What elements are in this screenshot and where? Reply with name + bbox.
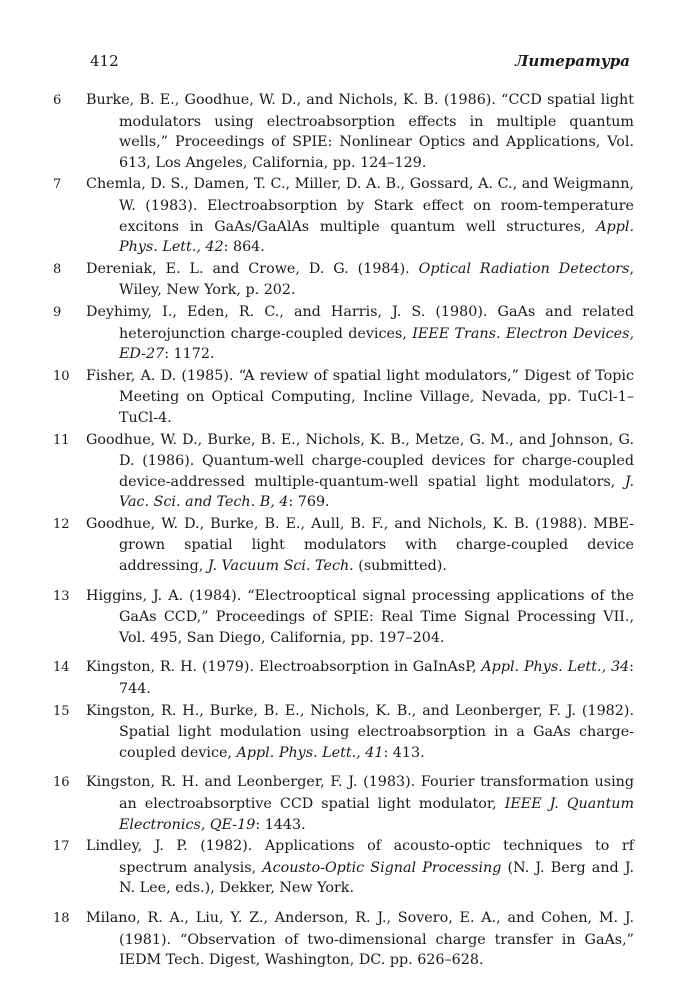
reference-item: 11 Goodhue, W. D., Burke, B. E., Nichols, K. B., Metze, G. M., and Johnson, G. D. (1986). Quantum-well charge-coupled devices for charge-coupled device-addressed multiple-quantum-well spatial light modulators, J. Vac. Sci. and Tech. B, 4: 769. <box>53 431 634 511</box>
reference-item: 12 Goodhue, W. D., Burke, B. E., Aull, B. F., and Nichols, K. B. (1988). MBE-grown spatial light modulators with charge-coupled device addressing, J. Vacuum Sci. Tech. (submitted). <box>53 515 634 575</box>
reference-text: Deyhimy, I., Eden, R. C., and Harris, J. S. (1980). GaAs and related heterojunction charge-coupled devices, <box>86 303 634 342</box>
running-head: Литература <box>515 52 630 70</box>
reference-item: 15 Kingston, R. H., Burke, B. E., Nichols, K. B., and Leonberger, F. J. (1982). Spatial light modulation using electroabsorption in a GaAs charge-coupled device, Appl. Phys. Lett., 41: 413. <box>53 702 634 761</box>
reference-tail: : 1172. <box>164 346 215 363</box>
reference-source: IEEE J. Quantum Electronics, QE-19 <box>119 796 634 833</box>
reference-source: IEEE Trans. Electron Devices, ED-27 <box>119 325 635 363</box>
reference-item: 9 Deyhimy, I., Eden, R. C., and Harris, J. S. (1980). GaAs and related heterojunction charge-coupled devices, IEEE Trans. Electron Devices, ED-27: 1172. <box>53 303 635 363</box>
reference-text: Milano, R. A., Liu, Y. Z., Anderson, R. J., Sovero, E. A., and Cohen, M. J. (1981). “Observation of two-dimensional charge transfer in GaAs,” IEDM Tech. Digest, Washington, DC. pp. 626–628. <box>86 909 634 969</box>
reference-text: Fisher, A. D. (1985). “A review of spatial light modulators,” Digest of Topic Meeting on Optical Computing, Incline Village, Nevada, pp. TuCl-1–TuCl-4. <box>86 367 634 426</box>
reference-tail: : 769. <box>288 494 330 511</box>
reference-text: Dereniak, E. L. and Crowe, D. G. (1984). <box>86 260 419 277</box>
reference-tail: : 864. <box>223 239 265 256</box>
reference-text: Burke, B. E., Goodhue, W. D., and Nichols, K. B. (1986). “CCD spatial light modulators using electroabsorption effects in multiple quantum wells,” Proceedings of SPIE: Nonlinear Optics and Applications, Vol. 613, Los Angeles, California, pp. 124–129. <box>86 92 634 171</box>
reference-source: J. Vacuum Sci. Tech. <box>207 558 354 575</box>
reference-text: Lindley, J. P. (1982). Applications of acousto-optic techniques to rf spectrum analysis, <box>86 838 634 876</box>
reference-item: 18 Milano, R. A., Liu, Y. Z., Anderson, R. J., Sovero, E. A., and Cohen, M. J. (1981). “Observation of two-dimensional charge transfer in GaAs,” IEDM Tech. Digest, Washington, DC. pp. 626–628. <box>53 909 634 969</box>
reference-text: Chemla, D. S., Damen, T. C., Miller, D. A. B., Gossard, A. C., and Weigmann, W. (1983). Electroabsorption by Stark effect on room-temperature excitons in GaAs/GaAlAs multiple quantum well structures, <box>86 176 634 235</box>
reference-tail: , Wiley, New York, p. 202. <box>119 260 634 299</box>
reference-source: Appl. Phys. Lett., 42 <box>119 218 634 256</box>
page-header <box>90 52 630 74</box>
reference-item: 7 Chemla, D. S., Damen, T. C., Miller, D. A. B., Gossard, A. C., and Weigmann, W. (1983). Electroabsorption by Stark effect on room-temperature excitons in GaAs/GaAlAs multiple quantum well structures, Appl. Phys. Lett., 42: 864. <box>53 176 634 256</box>
reference-source: Optical Radiation Detectors <box>418 260 630 277</box>
reference-item: 13 Higgins, J. A. (1984). “Electrooptical signal processing applications of the GaAs CCD,” Proceedings of SPIE: Real Time Signal Processing VII., Vol. 495, San Diego, California, pp. 197–204. <box>53 587 634 646</box>
reference-text: Kingston, R. H. and Leonberger, F. J. (1983). Fourier transformation using an electroabsorptive CCD spatial light modulator, <box>86 774 634 812</box>
reference-item: 8 Dereniak, E. L. and Crowe, D. G. (1984). Optical Radiation Detectors, Wiley, New York, p. 202. <box>53 260 634 299</box>
reference-tail: (N. J. Berg and J. N. Lee, eds.), Dekker, New York. <box>119 859 634 897</box>
reference-source: J. Vac. Sci. and Tech. B, 4 <box>119 473 634 511</box>
reference-text: Goodhue, W. D., Burke, B. E., Aull, B. F., and Nichols, K. B. (1988). MBE-grown spatial light modulators with charge-coupled device addressing, <box>86 515 634 575</box>
reference-tail: : 413. <box>383 744 425 761</box>
reference-item: 17 Lindley, J. P. (1982). Applications of acousto-optic techniques to rf spectrum analysis, Acousto-Optic Signal Processing (N. J. Berg and J. N. Lee, eds.), Dekker, New York. <box>53 838 634 897</box>
reference-text: Kingston, R. H. (1979). Electroabsorption in GaInAsP, <box>86 659 482 676</box>
reference-text: Kingston, R. H., Burke, B. E., Nichols, K. B., and Leonberger, F. J. (1982). Spatial light modulation using electroabsorption in a GaAs charge-coupled device, <box>86 702 634 761</box>
reference-source: Appl. Phys. Lett., 34 <box>481 659 630 676</box>
reference-item: 6 Burke, B. E., Goodhue, W. D., and Nichols, K. B. (1986). “CCD spatial light modulators using electroabsorption effects in multiple quantum wells,” Proceedings of SPIE: Nonlinear Optics and Applications, Vol. 613, Los Angeles, California, pp. 124–129. <box>53 92 634 171</box>
reference-tail: (submitted). <box>353 558 447 575</box>
page-number: 412 <box>90 52 119 70</box>
reference-text: Goodhue, W. D., Burke, B. E., Nichols, K. B., Metze, G. M., and Johnson, G. D. (1986). Quantum-well charge-coupled devices for charge-coupled device-addressed multiple-quantum-well spatial light modulators, <box>86 431 634 490</box>
reference-tail: : 744. <box>119 659 634 698</box>
reference-text: Higgins, J. A. (1984). “Electrooptical signal processing applications of the GaAs CCD,” Proceedings of SPIE: Real Time Signal Processing VII., Vol. 495, San Diego, California, pp. 197–204. <box>86 587 634 646</box>
reference-source: Acousto-Optic Signal Processing <box>262 859 502 876</box>
reference-list <box>53 90 635 971</box>
reference-tail: : 1443. <box>255 816 306 833</box>
reference-item: 14 Kingston, R. H. (1979). Electroabsorption in GaInAsP, Appl. Phys. Lett., 34: 744. <box>53 659 634 698</box>
reference-item: 16 Kingston, R. H. and Leonberger, F. J. (1983). Fourier transformation using an electroabsorptive CCD spatial light modulator, IEEE J. Quantum Electronics, QE-19: 1443. <box>53 774 634 833</box>
reference-item: 10 Fisher, A. D. (1985). “A review of spatial light modulators,” Digest of Topic Meeting on Optical Computing, Incline Village, Nevada, pp. TuCl-1–TuCl-4. <box>53 367 634 426</box>
reference-source: Appl. Phys. Lett., 41 <box>236 744 384 761</box>
